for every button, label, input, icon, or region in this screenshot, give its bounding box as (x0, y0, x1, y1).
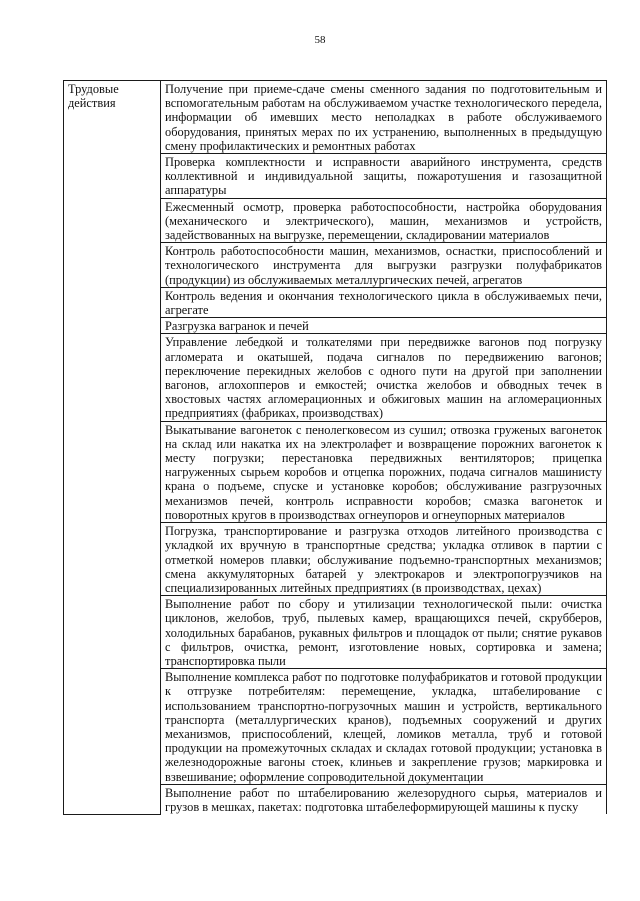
action-item: Погрузка, транспортирование и разгрузка отходов литейного производства с укладкой их вручную в транспортные средства; укладка отливок в партии с отметкой номеров плавки; обслуживание подъемно-транспортных механизмов; смена аккумуляторных батарей у электрокаров и электропогрузчиков на специализированных литейных предприятиях (в производствах, цехах) (161, 523, 607, 596)
action-item: Выполнение работ по штабелированию железорудного сырья, материалов и грузов в мешках, пакетах: подготовка штабелеформирующей машины к пуску (161, 784, 607, 814)
action-item: Ежесменный осмотр, проверка работоспособности, настройка оборудования (механического и электрического), машин, механизмов и устройств, задействованных на выгрузке, перемещении, складировании материалов (161, 198, 607, 243)
action-item: Выкатывание вагонеток с пенолегковесом из сушил; отвозка груженых вагонеток на склад или накатка их на электролафет и возвращение порожних вагонеток к месту погрузки; перестановка передвижных вентиляторов; прицепка нагруженных сырьем коробов и отцепка порожних, подача сигналов машинисту крана о подъеме, спуске и установке коробов; обслуживание разгрузочных механизмов печей, контроль исправности коробов; смазка вагонеток и поворотных кругов в производствах огнеупоров и огнеупорных материалов (161, 421, 607, 522)
action-item: Управление лебедкой и толкателями при передвижке вагонов под погрузку агломерата и окатышей, подача сигналов по передвижению вагонов; переключение перекидных желобов с одного пути на другой при заполнении вагонов, аглохопперов и емкостей; очистка желобов и обводных течек в хвостовых частях агломерационных и обжиговых машин на агломерационных предприятиях (фабриках, производствах) (161, 334, 607, 421)
action-item: Получение при приеме-сдаче смены сменного задания по подготовительным и вспомогательным работам на обслуживаемом участке технологического передела, информации об имевших место неполадках в работе обслуживаемого оборудования, принятых мерах по их устранению, выполненных в предыдущую смену профилактических и ремонтных работах (161, 81, 607, 154)
page-number: 58 (314, 34, 326, 46)
table-row (64, 81, 607, 154)
action-item: Выполнение комплекса работ по подготовке полуфабрикатов и готовой продукции к отгрузке потребителям: перемещение, укладка, штабелирование с использованием транспортно-погрузочных машин и устройств, вертикального транспорта (металлургических кранов), подъемных сооружений и других механизмов, приспособлений, клещей, ломиков металла, труб и готовой продукции на промежуточных складах и складах готовой продукции; установка в железнодорожные вагоны стоек, клиньев и закрепление грузов; маркировка и взвешивание; оформление сопроводительной документации (161, 669, 607, 785)
action-item: Контроль работоспособности машин, механизмов, оснастки, приспособлений и технологического инструмента для выгрузки разгрузки полуфабрикатов (продукции) из обслуживаемых металлургических печей, агрегатов (161, 243, 607, 288)
labor-actions-table (63, 80, 607, 815)
action-item: Выполнение работ по сбору и утилизации технологической пыли: очистка циклонов, желобов, труб, пылевых камер, вращающихся печей, скрубберов, холодильных барабанов, рукавных фильтров и площадок от пыли; снятие рукавов с фильтров, очистка, ремонт, изготовление новых, сортировка и замена; транспортировка пыли (161, 596, 607, 669)
action-item: Разгрузка вагранок и печей (161, 318, 607, 334)
row-label: Трудовые действия (64, 81, 161, 815)
action-item: Проверка комплектности и исправности аварийного инструмента, средств коллективной и индивидуальной защиты, пожаротушения и газозащитной аппаратуры (161, 154, 607, 199)
action-item: Контроль ведения и окончания технологического цикла в обслуживаемых печи, агрегате (161, 287, 607, 317)
